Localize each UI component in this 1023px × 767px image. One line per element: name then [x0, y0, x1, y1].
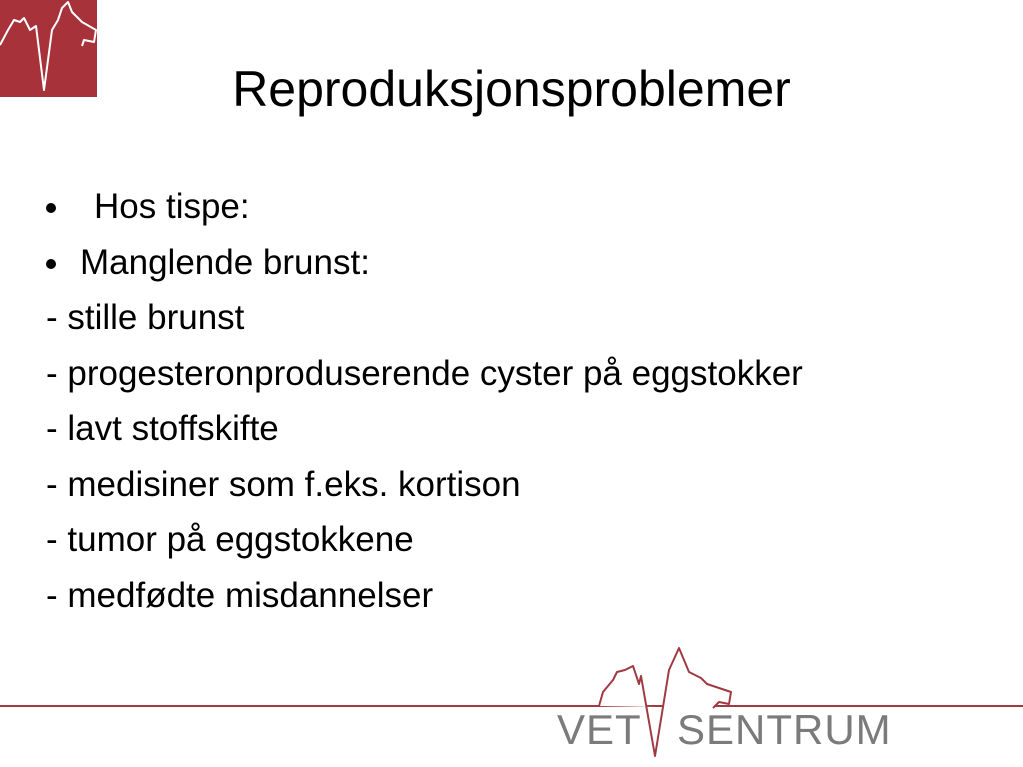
list-item-text: - medisiner som f.eks. kortison	[46, 464, 521, 504]
list-item	[46, 512, 996, 568]
list-item-text: - medfødte misdannelser	[46, 575, 434, 615]
footer-logo	[555, 640, 895, 760]
list-item-text: - lavt stoffskifte	[46, 409, 279, 448]
list-item-text: - stille brunst	[46, 298, 245, 337]
list-item	[46, 290, 996, 346]
bullet-icon	[46, 259, 56, 269]
list-item-text: - tumor på eggstokkene	[46, 520, 414, 559]
logo-word-right: SENTRUM	[677, 706, 892, 753]
list-item	[46, 179, 996, 235]
list-item-text: Manglende brunst:	[80, 242, 370, 282]
list-item	[46, 235, 996, 291]
list-item	[46, 457, 996, 513]
list-item-text: Hos tispe:	[94, 187, 250, 226]
slide-content	[46, 179, 996, 623]
list-item	[46, 401, 996, 457]
slide-title: Reproduksjonsproblemer	[232, 61, 791, 117]
logo-word-left: VET	[557, 706, 642, 753]
bullet-icon	[46, 203, 56, 213]
list-item	[46, 568, 996, 624]
list-item-text: - progesteronproduserende cyster på eggstokker	[46, 353, 803, 393]
list-item	[46, 346, 996, 402]
